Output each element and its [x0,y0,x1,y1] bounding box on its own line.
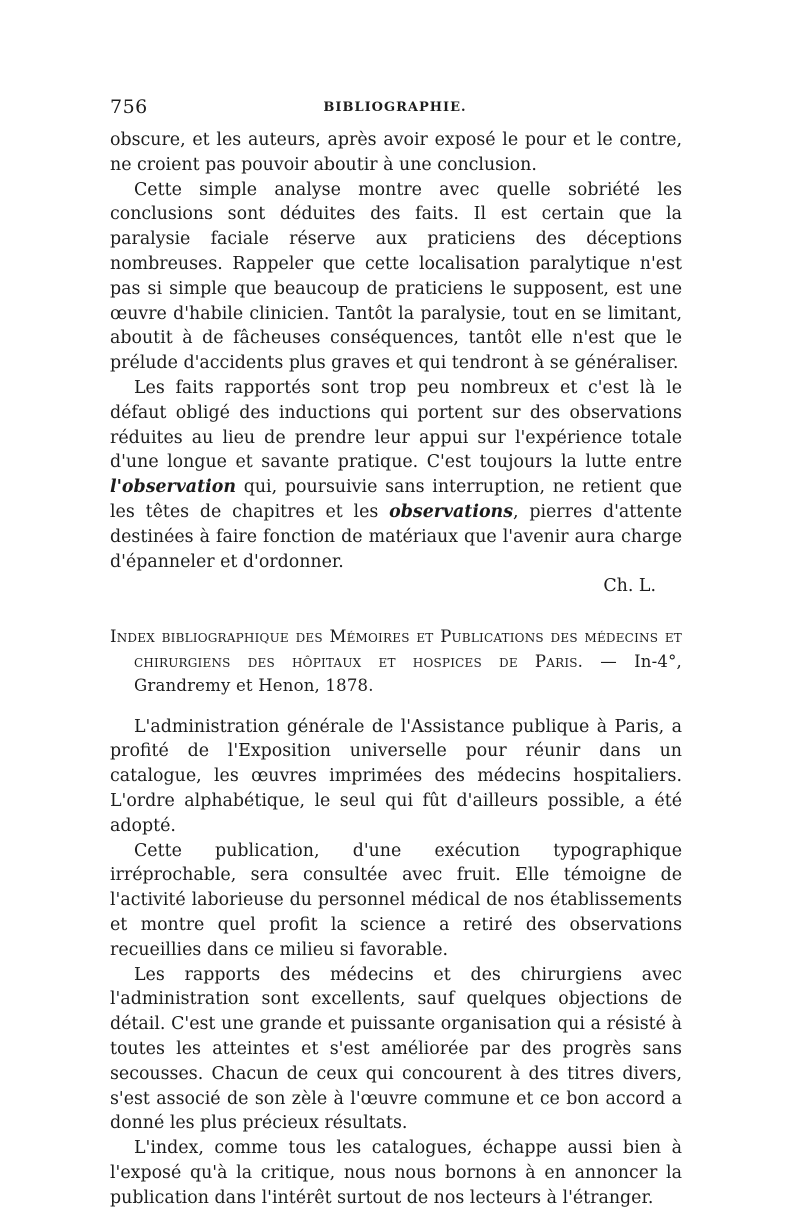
review-paragraph: Cette publication, d'une exécution typographique irréprochable, sera consultée avec fruit. Elle témoigne de l'activité laborieuse du personnel médical de nos établissements et montre quel profit la science a retiré des observations recueillies dans ce milieu si favorable. [110,840,682,960]
review-paragraph: L'administration générale de l'Assistance publique à Paris, a profité de l'Exposition universelle pour réunir dans un catalogue, les œuvres imprimées des médecins hospitaliers. L'ordre alphabétique, le seul qui fût d'ailleurs possible, a été adopté. [110,716,682,836]
running-title: BIBLIOGRAPHIE. [323,100,467,115]
review-publication-details: — In-4°, Grandremy et Henon, 1878. [134,651,682,696]
page-header [110,96,680,126]
paragraph-observations: Les faits rapportés sont trop peu nombreux et c'est là le défaut obligé des inductions qui portent sur des observations réduites au lieu de prendre leur appui sur l'expérience totale d'une longue et savante pratique. C'est toujours la lutte entre l'observation qui, poursuivie sans interruption, ne retient que les têtes de chapitres et les observations, pierres d'attente destinées à faire fonction de matériaux que l'avenir aura charge d'épanneler et d'ordonner. [110,377,682,572]
emphasis-observations: observations [389,501,513,522]
review-title: Index bibliographique des Mémoires et Publications des médecins et chirurgiens des hôpitaux et hospices de Paris. [110,627,682,671]
page-number: 756 [110,96,148,118]
review-paragraph: L'index, comme tous les catalogues, échappe aussi bien à l'exposé qu'à la critique, nous nous bornons à en annoncer la publication dans l'intérêt surtout de nos lecteurs à l'étranger. [110,1138,682,1208]
author-signature: Ch. L. [603,576,656,597]
body-text [110,128,682,1211]
review-paragraph: Les rapports des médecins et des chirurgiens avec l'administration sont excellents, sauf quelques objections de détail. C'est une grande et puissante organisation qui a résisté à toutes les atteintes et s'est améliorée par des progrès sans secousses. Chacun de ceux qui concourent à des titres divers, s'est associé de son zèle à l'œuvre commune et ce bon accord a donné les plus précieux résultats. [110,964,682,1134]
review-body [110,715,682,1211]
paragraph-continuation: obscure, et les auteurs, après avoir exposé le pour et le contre, ne croient pas pouvoir aboutir à une conclusion. [110,130,682,175]
paragraph-analysis: Cette simple analyse montre avec quelle sobriété les conclusions sont déduites des faits. Il est certain que la paralysie faciale réserve aux praticiens des déceptions nombreuses. Rappeler que cette localisation paralytique n'est pas si simple que beaucoup de praticiens le supposent, est une œuvre d'habile clinicien. Tantôt la paralysie, tout en se limitant, aboutit à de fâcheuses conséquences, tantôt elle n'est que le prélude d'accidents plus graves et qui tendront à se généraliser. [110,179,682,374]
review-heading [110,625,682,699]
emphasis-observation: l'observation [110,477,236,498]
